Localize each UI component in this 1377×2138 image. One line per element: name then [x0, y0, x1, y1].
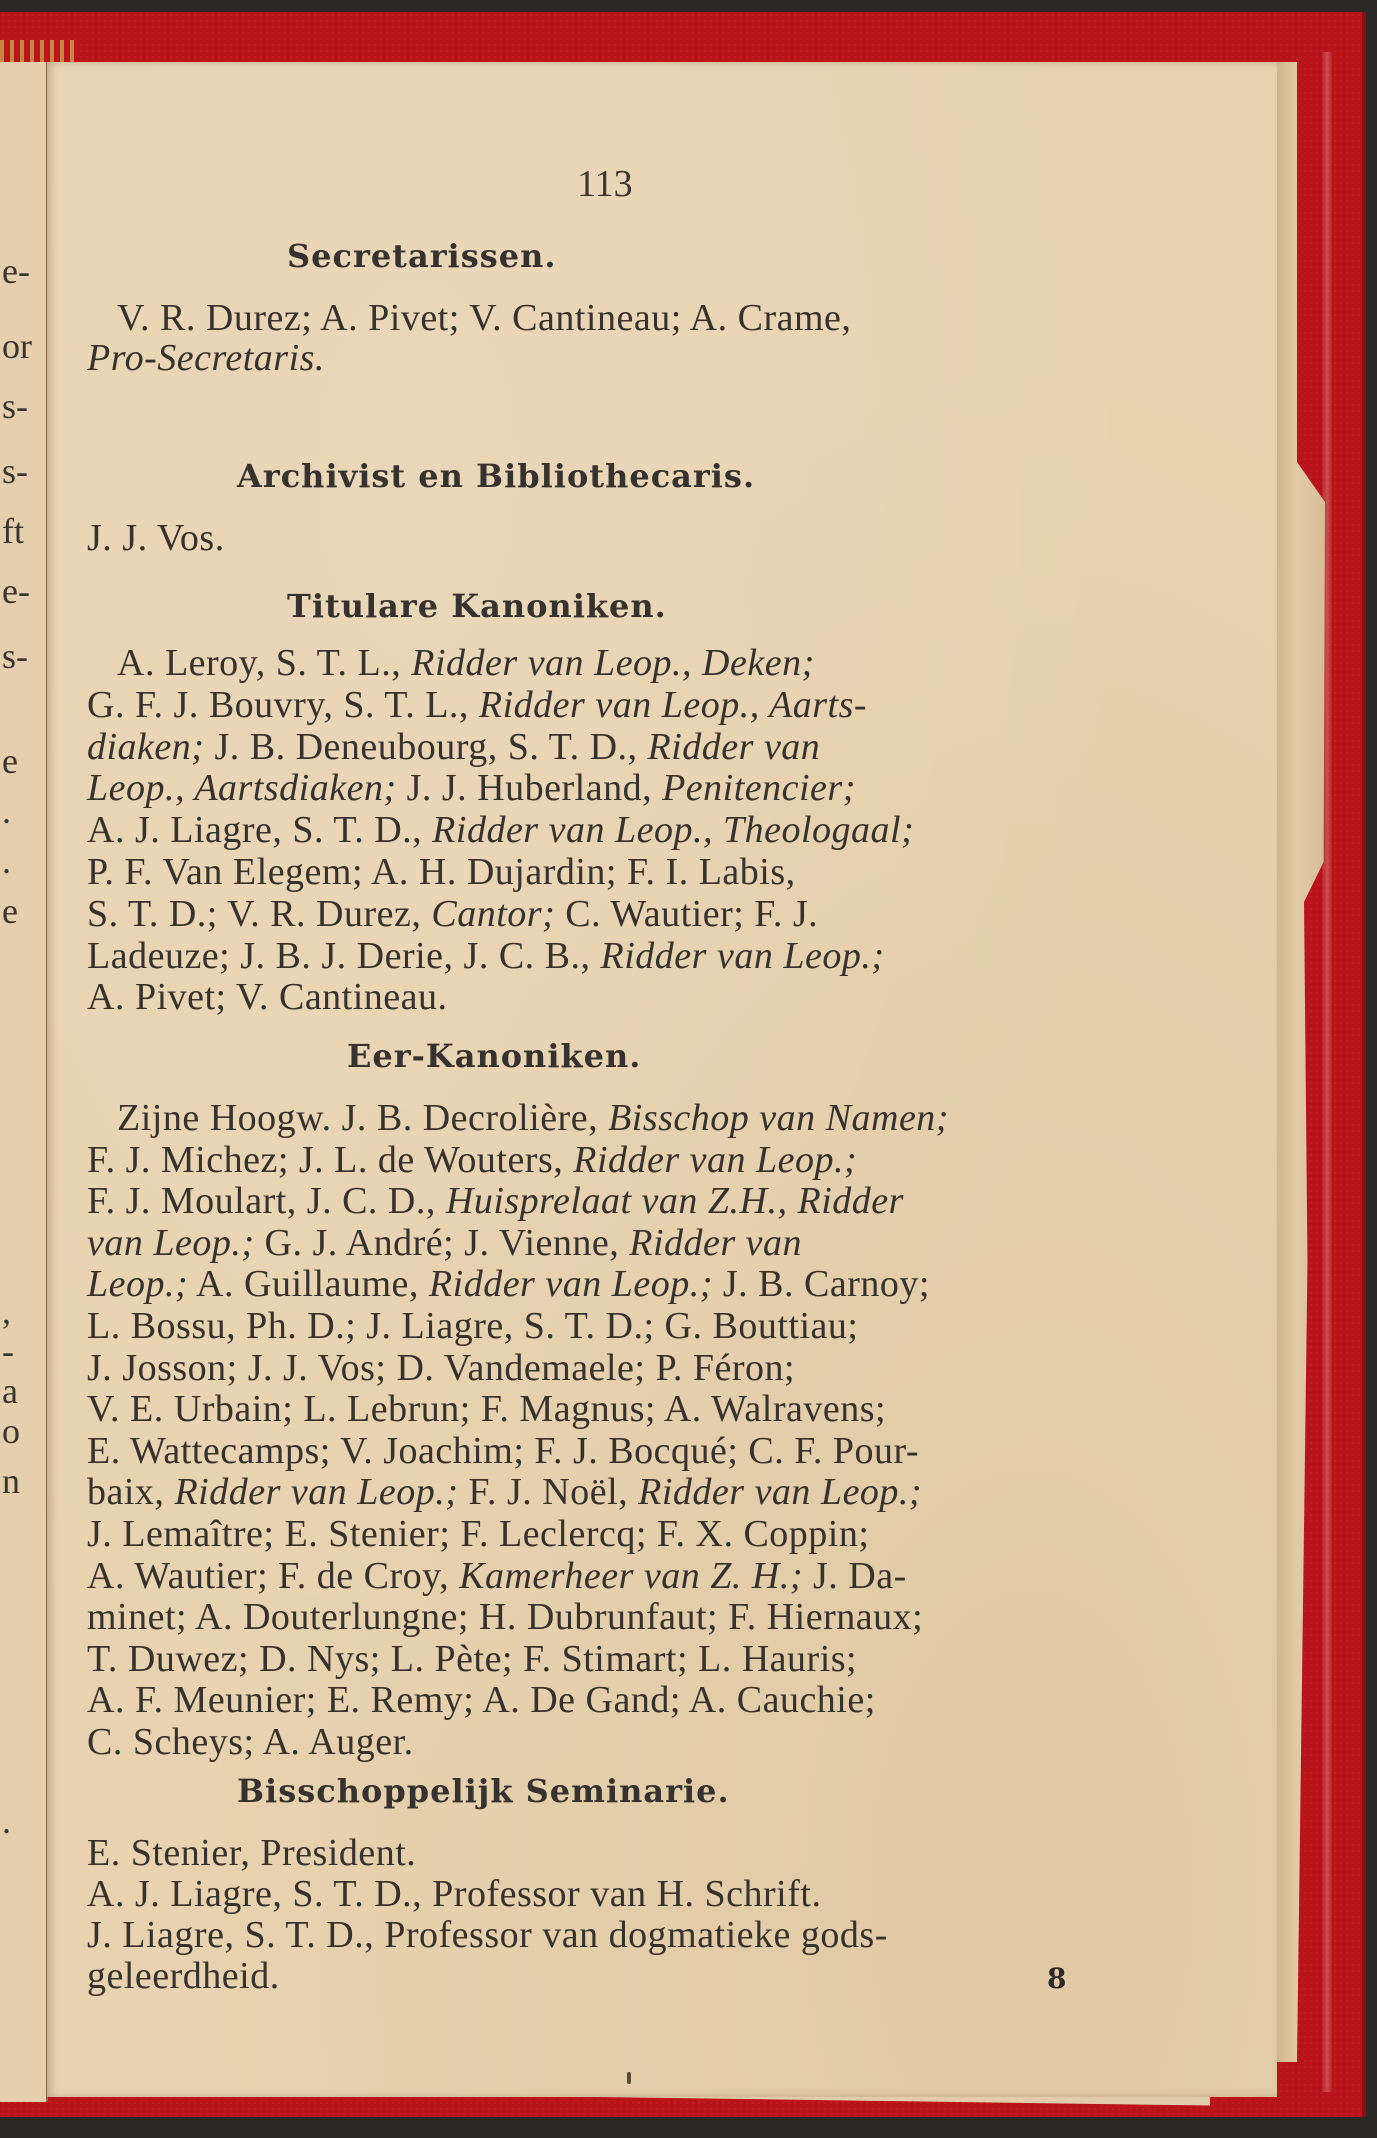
text-line — [87, 1955, 1127, 1997]
text-run: J. Lemaître; E. Stenier; F. Leclercq; F. X. Coppin; — [87, 1513, 870, 1555]
text-run: J. Liagre, S. T. D., Professor van dogmatieke gods- — [87, 1914, 888, 1956]
italic-title: Kamerheer van Z. H.; — [459, 1554, 804, 1597]
text-run: A. J. Liagre, S. T. D., — [87, 809, 433, 852]
section-heading: Eer-Kanoniken. — [347, 1037, 642, 1075]
text-line — [87, 1222, 1127, 1264]
italic-title: Ridder van Leop.; — [638, 1471, 923, 1514]
text-run: F. J. Noël, — [458, 1471, 639, 1514]
left-page-fragment: a — [2, 1371, 18, 1411]
text-run: J. J. Huberland, — [396, 767, 663, 810]
text-line — [87, 1263, 1127, 1305]
text-line — [87, 976, 1127, 1018]
text-run: E. Wattecamps; V. Joachim; F. J. Bocqué; C. F. Pour- — [87, 1429, 920, 1472]
text-line — [87, 684, 1127, 726]
text-line — [87, 1430, 1127, 1472]
text-line — [87, 1180, 1127, 1222]
text-line — [87, 1638, 1127, 1680]
text-run: A. F. Meunier; E. Remy; A. De Gand; A. Cauchie; — [87, 1679, 876, 1722]
text-run: A. Wautier; F. de Croy, — [87, 1554, 460, 1597]
text-run: J. B. Carnoy; — [712, 1263, 930, 1306]
section-heading: Secretarissen. — [287, 237, 557, 275]
text-line — [87, 517, 1127, 559]
text-run: geleerdheid. — [87, 1955, 280, 1997]
signature-mark: 8 — [1047, 1962, 1067, 1995]
left-page-fragment: s- — [2, 386, 28, 426]
text-line — [87, 1679, 1127, 1721]
text-line — [87, 1914, 1127, 1956]
left-page-fragment: n — [2, 1461, 20, 1501]
italic-title: Pro-Secretaris. — [87, 337, 325, 379]
text-run: G. J. André; J. Vienne, — [254, 1221, 630, 1264]
text-line — [87, 726, 1127, 768]
text-line — [87, 1388, 1127, 1430]
left-page-fragment: . — [2, 791, 11, 831]
text-run: A. J. Liagre, S. T. D., Professor van H. Schrift. — [87, 1873, 822, 1915]
text-line — [87, 1596, 1127, 1638]
section-heading: Archivist en Bibliothecaris. — [237, 457, 756, 495]
text-run: Ladeuze; J. B. J. Derie, J. C. B., — [87, 934, 601, 977]
text-run: E. Stenier, President. — [87, 1832, 417, 1874]
cover-edge — [1322, 52, 1332, 2092]
text-run: baix, — [87, 1471, 175, 1514]
left-page-fragment: s- — [2, 451, 28, 491]
text-run: V. E. Urbain; L. Lebrun; F. Magnus; A. Walravens; — [87, 1388, 887, 1431]
text-run: Zijne Hoogw. J. B. Decrolière, — [117, 1097, 609, 1139]
italic-title: Ridder van Leop.; — [600, 934, 885, 977]
italic-title: Ridder van Leop.; — [428, 1263, 713, 1306]
left-page-fragment: , — [2, 1291, 11, 1331]
italic-title: van Leop.; — [87, 1221, 255, 1264]
text-run: J. Da- — [803, 1554, 907, 1597]
text-line — [87, 893, 1127, 935]
text-line — [87, 337, 1127, 379]
section-heading: Titulare Kanoniken. — [287, 587, 667, 625]
text-run: C. Scheys; A. Auger. — [87, 1721, 414, 1763]
left-page-fragment: . — [2, 1801, 11, 1841]
italic-title: Huisprelaat van Z.H., Ridder — [445, 1180, 904, 1223]
text-line — [87, 1471, 1127, 1513]
text-line — [87, 1873, 1127, 1915]
italic-title: Ridder van Leop.; — [174, 1471, 459, 1514]
italic-title: Cantor; — [431, 892, 556, 935]
text-run: A. Leroy, S. T. L., — [117, 642, 412, 684]
text-line — [87, 767, 1127, 809]
text-run: F. J. Michez; J. L. de Wouters, — [87, 1138, 574, 1181]
text-line — [87, 1139, 1127, 1181]
italic-title: Ridder van Leop.; — [573, 1138, 858, 1181]
italic-title: Ridder van Leop., Deken; — [411, 642, 815, 684]
ink-smudge — [627, 2072, 631, 2084]
text-line — [117, 1097, 1157, 1139]
left-page-edge — [0, 62, 48, 2102]
left-page-fragment: . — [2, 841, 11, 881]
page-number: 113 — [577, 163, 633, 205]
left-page-fragment: - — [2, 1331, 14, 1371]
left-page-fragment: e- — [2, 251, 30, 291]
text-run: A. Pivet; V. Cantineau. — [87, 976, 448, 1019]
text-line — [87, 1721, 1127, 1763]
italic-title: Penitencier; — [662, 767, 856, 810]
text-run: A. Guillaume, — [188, 1263, 429, 1306]
italic-title: diaken; — [87, 725, 205, 768]
left-page-fragment: e- — [2, 571, 30, 611]
italic-title: Ridder van Leop., Theologaal; — [432, 809, 915, 852]
text-run: V. R. Durez; A. Pivet; V. Cantineau; A. Crame, — [117, 297, 852, 339]
section-heading: Bisschoppelijk Seminarie. — [237, 1772, 730, 1810]
text-run: J. Josson; J. J. Vos; D. Vandemaele; P. Féron; — [87, 1346, 796, 1389]
text-run: F. J. Moulart, J. C. D., — [87, 1180, 446, 1223]
text-line — [87, 1513, 1127, 1555]
text-line — [87, 1555, 1127, 1597]
text-run: minet; A. Douterlungne; H. Dubrunfaut; F. Hiernaux; — [87, 1596, 924, 1639]
italic-title: Leop., Aartsdiaken; — [87, 767, 397, 810]
left-page-fragment: e — [2, 741, 18, 781]
text-run: P. F. Van Elegem; A. H. Dujardin; F. I. Labis, — [87, 851, 796, 893]
text-line — [117, 642, 1157, 684]
italic-title: Leop.; — [87, 1263, 189, 1306]
left-page-fragment: e — [2, 891, 18, 931]
left-page-fragment: or — [2, 326, 32, 366]
text-line — [87, 935, 1127, 977]
book-page — [47, 62, 1277, 2097]
italic-title: Bisschop van Namen; — [608, 1097, 949, 1139]
text-line — [87, 809, 1127, 851]
italic-title: Ridder van Leop., Aarts- — [478, 683, 868, 726]
text-run: L. Bossu, Ph. D.; J. Liagre, S. T. D.; G. Bouttiau; — [87, 1305, 859, 1347]
italic-title: Ridder van — [629, 1221, 803, 1264]
text-line — [87, 1832, 1127, 1874]
italic-title: Ridder van — [647, 725, 821, 768]
text-line — [87, 1305, 1127, 1347]
text-run: J. J. Vos. — [87, 517, 225, 559]
text-run: J. B. Deneubourg, S. T. D., — [204, 725, 648, 768]
text-run: C. Wautier; F. J. — [555, 892, 819, 935]
text-run: G. F. J. Bouvry, S. T. L., — [87, 683, 479, 726]
left-page-fragment: ft — [2, 511, 24, 551]
left-page-fragment: s- — [2, 636, 28, 676]
text-run: S. T. D.; V. R. Durez, — [87, 892, 432, 935]
text-line — [87, 851, 1127, 893]
left-page-fragment: o — [2, 1411, 20, 1451]
text-run: T. Duwez; D. Nys; L. Pète; F. Stimart; L. Hauris; — [87, 1637, 858, 1680]
text-line — [87, 1347, 1127, 1389]
text-line — [117, 297, 1157, 339]
